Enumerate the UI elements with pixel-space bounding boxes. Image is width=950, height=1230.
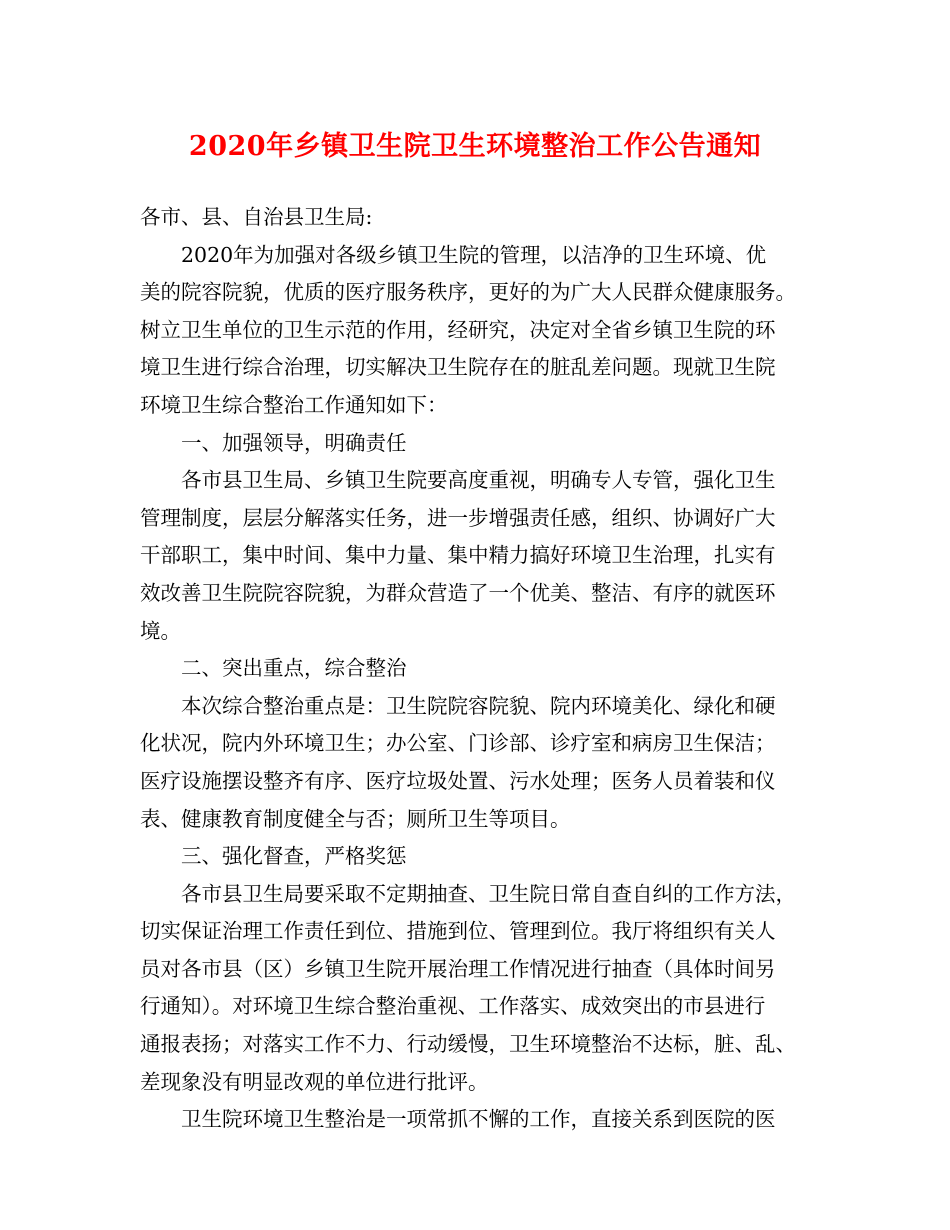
paragraph-line: 化状况，院内外环境卫生；办公室、门诊部、诊疗室和病房卫生保洁； (140, 731, 776, 756)
paragraph-line: 管理制度，层层分解落实任务，进一步增强责任感，组织、协调好广大 (140, 505, 776, 530)
section-heading-3: 三、强化督查，严格奖惩 (181, 844, 407, 869)
section-heading-1: 一、加强领导，明确责任 (181, 430, 407, 455)
paragraph-line: 效改善卫生院院容院貌，为群众营造了一个优美、整洁、有序的就医环 (140, 580, 776, 605)
paragraph-line: 卫生院环境卫生整治是一项常抓不懈的工作，直接关系到医院的医 (181, 1107, 776, 1132)
paragraph-line: 本次综合整治重点是：卫生院院容院貌、院内环境美化、绿化和硬 (181, 693, 776, 718)
salutation-line: 各市、县、自治县卫生局: (140, 205, 373, 229)
paragraph-line: 美的院容院貌，优质的医疗服务秩序，更好的为广大人民群众健康服务。 (140, 280, 796, 305)
paragraph-line: 境。 (140, 618, 181, 643)
paragraph-line: 境卫生进行综合治理，切实解决卫生院存在的脏乱差问题。现就卫生院 (140, 355, 776, 380)
paragraph-line: 各市县卫生局要采取不定期抽查、卫生院日常自查自纠的工作方法， (181, 881, 796, 906)
paragraph-line: 2020年为加强对各级乡镇卫生院的管理，以洁净的卫生环境、优 (181, 242, 767, 267)
paragraph-line: 切实保证治理工作责任到位、措施到位、管理到位。我厅将组织有关人 (140, 919, 776, 944)
paragraph-line: 表、健康教育制度健全与否；厕所卫生等项目。 (140, 806, 571, 831)
paragraph-line: 环境卫生综合整治工作通知如下： (140, 392, 448, 417)
document-body (140, 199, 820, 1139)
paragraph-line: 各市县卫生局、乡镇卫生院要高度重视，明确专人专管，强化卫生 (181, 468, 776, 493)
paragraph-line: 医疗设施摆设整齐有序、医疗垃圾处置、污水处理；医务人员着装和仪 (140, 768, 776, 793)
document-title: 2020年乡镇卫生院卫生环境整治工作公告通知 (188, 131, 762, 162)
paragraph-line: 员对各市县（区）乡镇卫生院开展治理工作情况进行抽查（具体时间另 (140, 956, 776, 981)
section-heading-2: 二、突出重点，综合整治 (181, 656, 407, 681)
paragraph-line: 树立卫生单位的卫生示范的作用，经研究，决定对全省乡镇卫生院的环 (140, 317, 776, 342)
paragraph-line: 行通知）。对环境卫生综合整治重视、工作落实、成效突出的市县进行 (140, 994, 766, 1019)
paragraph-line: 通报表扬；对落实工作不力、行动缓慢，卫生环境整治不达标，脏、乱、 (140, 1032, 796, 1057)
paragraph-line: 差现象没有明显改观的单位进行批评。 (140, 1069, 489, 1094)
paragraph-line: 干部职工，集中时间、集中力量、集中精力搞好环境卫生治理，扎实有 (140, 543, 776, 568)
